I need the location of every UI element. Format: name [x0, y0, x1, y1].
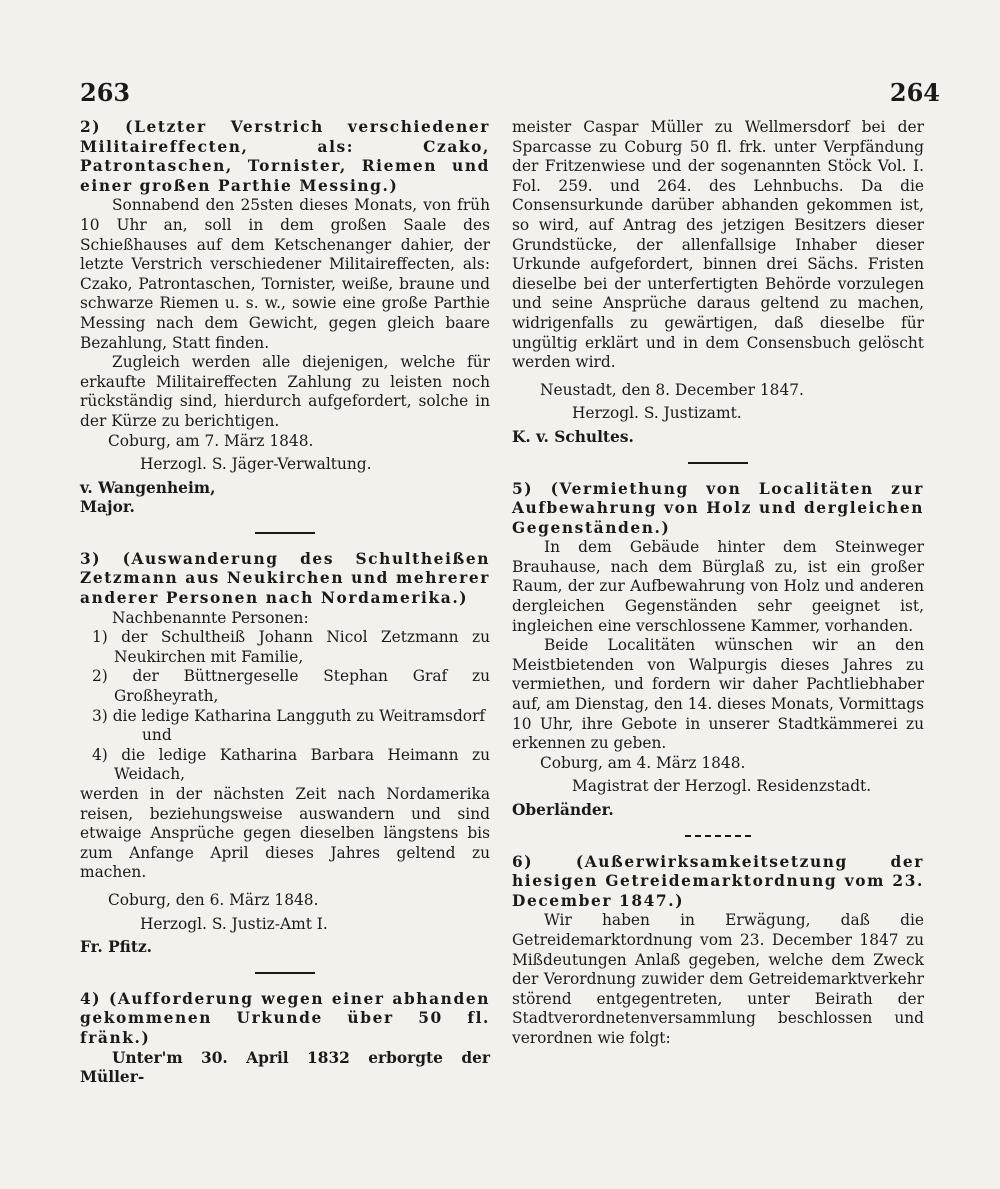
notice-body: Sonnabend den 25sten dieses Monats, von früh 10 Uhr an, soll in dem großen Saale des Schießhauses auf dem Ketschenanger dahier, der letzte Verstrich verschiedener Militaireffecten, als: Czako, Patrontaschen, Tornister, weiße, braune und schwarze Riemen u. s. w., sowie eine große Parthie Messing nach dem Gewicht, gegen gleich baare Bezahlung, Statt finden. [80, 196, 490, 352]
issuing-authority: Magistrat der Herzogl. Residenzstadt. [572, 777, 872, 796]
place-date: Coburg, am 4. März 1848. [540, 753, 746, 772]
notice-5 [512, 480, 924, 821]
notice-title: 4) (Aufforderung wegen einer abhanden gekommenen Urkunde über 50 fl. fränk.) [80, 989, 490, 1047]
notice-2 [80, 118, 490, 518]
page-number-right: 264 [889, 78, 940, 107]
notice-title: 3) (Auswanderung des Schultheißen Zetzmann aus Neukirchen und mehrerer anderer Personen nach Nordamerika.) [80, 549, 490, 608]
page-number-left: 263 [80, 78, 131, 107]
notice-body: werden in der nächsten Zeit nach Nordamerika reisen, beziehungsweise auswandern und sind etwaige Ansprüche gegen dieselben längstens bis zum Anfange April dieses Jahres geltend zu machen. [80, 785, 490, 882]
place-date: Coburg, am 7. März 1848. [108, 431, 314, 450]
notice-body: In dem Gebäude hinter dem Steinweger Brauhause, nach dem Bürglaß zu, ist ein großer Raum, der zur Aufbewahrung von Holz und anderen dergleichen Gegenständen sehr geeignet ist, ingleichen eine verschlossene Kammer, vorhanden. [512, 538, 924, 635]
notice-4-continued [512, 118, 924, 448]
list-item: 1) der Schultheiß Johann Nicol Zetzmann zu Neukirchen mit Familie, [92, 628, 490, 666]
right-column [512, 118, 924, 1049]
notice-body: Beide Localitäten wünschen wir an den Meistbietenden von Walpurgis dieses Jahres zu vermiethen, und fordern wir daher Pachtliebhaber auf, am Dienstag, den 14. dieses Monats, Vormittags 10 Uhr, ihre Gebote in unserer Stadtkämmerei zu erkennen zu geben. [512, 636, 924, 753]
signature: Oberländer. [512, 801, 614, 819]
notice-title: 2) (Letzter Verstrich verschiedener Militaireffecten, als: Czako, Patrontaschen, Tornister, Riemen und einer großen Parthie Messing.) [80, 118, 490, 195]
notice-body: meister Caspar Müller zu Wellmersdorf bei der Sparcasse zu Coburg 50 fl. frk. unter Verpfändung der Fritzenwiese und der sogenannten Stöck Vol. I. Fol. 259. und 264. des Lehnbuchs. Da die Consensurkunde darüber abhanden gekommen ist, so wird, auf Antrag des jetzigen Besitzers dieser Grundstücke, der allenfallsige Inhaber dieser Urkunde aufgefordert, binnen drei Sächs. Fristen dieselbe bei der unterfertigten Behörde vorzulegen und seine Ansprüche daraus geltend zu machen, widrigenfalls zu gewärtigen, daß dieselbe für ungültig erklärt und in dem Consensbuch gelöscht werden wird. [512, 118, 924, 372]
conjunction: und [142, 726, 172, 745]
place-date: Neustadt, den 8. December 1847. [540, 380, 804, 399]
notice-6 [512, 853, 924, 1049]
issuing-authority: Herzogl. S. Justizamt. [572, 404, 742, 423]
issuing-authority: Herzogl. S. Justiz-Amt I. [140, 914, 328, 933]
signature: K. v. Schultes. [512, 427, 634, 446]
notice-intro: Nachbenannte Personen: [112, 608, 309, 627]
notice-3 [80, 550, 490, 958]
notice-body: Zugleich werden alle diejenigen, welche für erkaufte Militaireffecten Zahlung zu leisten noch rückständig sind, hierdurch aufgefordert, solche in der Kürze zu berichtigen. [80, 353, 490, 430]
issuing-authority: Herzogl. S. Jäger-Verwaltung. [140, 455, 372, 474]
section-divider [688, 462, 748, 464]
notice-body: Wir haben in Erwägung, daß die Getreidemarktordnung vom 23. December 1847 zu Mißdeutungen Anlaß gegeben, welche dem Zweck der Verordnung zuwider dem Getreidemarktverkehr störend entgegentreten, unter Beirath der Stadtverordnetenversammlung beschlossen und verordnen wie folgt: [512, 911, 924, 1047]
list-item: 3) die ledige Katharina Langguth zu Weitramsdorf [92, 706, 486, 725]
list-item: 2) der Büttnergeselle Stephan Graf zu Großheyrath, [92, 667, 490, 706]
section-divider [255, 532, 315, 534]
list-item: 4) die ledige Katharina Barbara Heimann zu Weidach, [92, 745, 490, 784]
notice-body: Unter'm 30. April 1832 erborgte der Müller- [80, 1048, 490, 1087]
section-divider [685, 835, 751, 837]
notice-title: 6) (Außerwirksamkeitsetzung der hiesigen Getreidemarktordnung vom 23. December 1847.) [512, 852, 924, 910]
place-date: Coburg, den 6. März 1848. [108, 890, 319, 909]
notice-4 [80, 990, 490, 1088]
signature: v. Wangenheim, [80, 478, 216, 497]
person-list [80, 628, 490, 726]
notice-title: 5) (Vermiethung von Localitäten zur Aufbewahrung von Holz und dergleichen Gegenständen.) [512, 479, 924, 537]
signature-rank: Major. [80, 498, 135, 517]
left-column [80, 118, 490, 1088]
signature: Fr. Pfitz. [80, 938, 153, 957]
section-divider [255, 972, 315, 974]
